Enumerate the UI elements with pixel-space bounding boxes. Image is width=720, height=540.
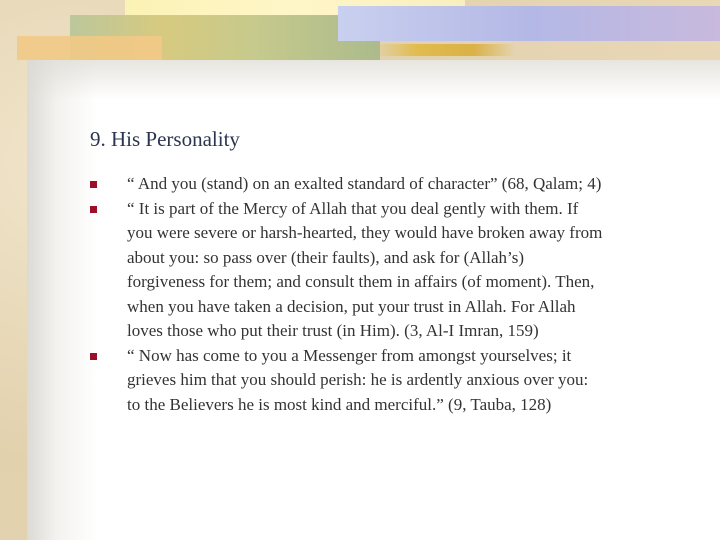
text-line: grieves him that you should perish: he is ardently anxious over you:: [127, 370, 589, 389]
text-line: about you: so pass over (their faults), and ask for (Allah’s): [127, 247, 525, 267]
text-line: “ And you (stand) on an exalted standard of character” (68, Qalam; 4): [127, 174, 602, 193]
blue-floral-banner-image: [338, 6, 720, 41]
text-line: you were severe or harsh-hearted, they would have broken away from: [127, 223, 603, 242]
square-bullet-icon: [90, 353, 97, 360]
text-line: “ Now has come to you a Messenger from amongst yourselves; it: [127, 345, 572, 365]
text-line: loves those who put their trust (in Him). (3, Al-I Imran, 159): [127, 321, 539, 340]
square-bullet-icon: [90, 181, 97, 188]
square-bullet-icon: [90, 206, 97, 213]
bullet-list: [90, 172, 700, 417]
text-line: when you have taken a decision, put your trust in Allah. For Allah: [127, 296, 576, 316]
decorative-banner: [17, 36, 162, 60]
text-line: to the Believers he is most kind and merciful.” (9, Tauba, 128): [127, 394, 552, 414]
text-line: “ It is part of the Mercy of Allah that you deal gently with them. If: [127, 198, 579, 218]
slide-title: 9. His Personality: [90, 127, 240, 151]
wheat-decoration: [375, 44, 515, 56]
text-line: forgiveness for them; and consult them in affairs (of moment). Then,: [127, 272, 595, 291]
list-item: [90, 344, 700, 418]
list-item: [90, 197, 700, 344]
list-item: [90, 172, 700, 197]
